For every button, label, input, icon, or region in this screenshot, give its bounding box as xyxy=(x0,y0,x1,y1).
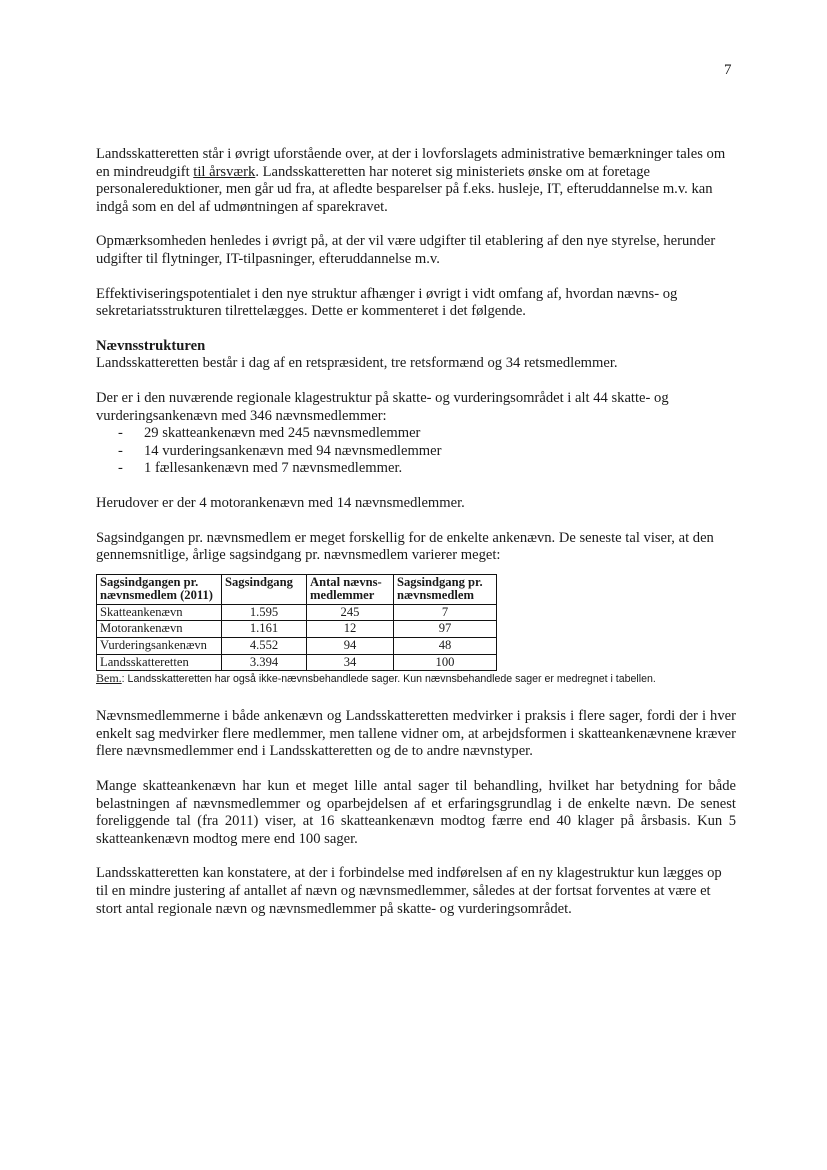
table-row xyxy=(97,654,497,671)
table-row xyxy=(97,638,497,655)
column-header: Sagsindgang xyxy=(222,574,307,604)
board-list xyxy=(96,425,736,478)
list-item: - 1 fællesankenævn med 7 nævnsmedlemmer. xyxy=(96,460,736,478)
paragraph-participation: Nævnsmedlemmerne i både ankenævn og Landsskatteretten medvirker i praksis i flere sager, fordi der i hver enkelt sag medvirker flere medlemmer, men tallene vidner om, at arbejdsformen i skatteankenævnene kræver flere nævnsmedlemmer end i Landsskatteretten og de to andre nævnstyper. xyxy=(96,708,736,760)
footnote-text: : Landsskatteretten har også ikke-nævnsbehandlede sager. Kun nævnsbehandlede sager er medregnet i tabellen. xyxy=(121,673,656,686)
paragraph-case-intake: Sagsindgangen pr. nævnsmedlem er meget forskellig for de enkelte ankenævn. De seneste tal viser, at den gennemsnitlige, årlige sagsindgang pr. nævnsmedlem varierer meget: xyxy=(96,529,714,564)
table-cell: Skatteankenævn xyxy=(97,604,222,621)
underlined-phrase: til årsværk xyxy=(193,163,256,180)
paragraph-small-boards: Mange skatteankenævn har kun et meget lille antal sager til behandling, hvilket har betydning for både belastningen af nævnsmedlemmer og oparbejdelsen af et erfaringsgrundlag i de enkelte nævn. De senest foreliggende tal (fra 2011) viser, at 16 skatteankenævn modtog færre end 40 klager på årsbasis. Kun 5 skatteankenævn modtog mere end 100 sager. xyxy=(96,778,736,847)
list-item: - 29 skatteankenævn med 245 nævnsmedlemmer xyxy=(96,425,736,443)
table-footnote xyxy=(96,672,736,686)
table-header-row xyxy=(97,574,497,604)
table-cell: 1.595 xyxy=(222,604,307,621)
paragraph-text: . Landsskatteretten har noteret sig ministeriets ønske om at foretage personalereduktioner, men går ud fra, at afledte besparelser på f.eks. husleje, IT, efteruddannelse m.v. kan indgå som en del af udmøntningen af sparekravet. xyxy=(96,163,713,215)
paragraph-cost-reduction xyxy=(96,146,736,216)
table-cell: 4.552 xyxy=(222,638,307,655)
paragraph-conclusion: Landsskatteretten kan konstatere, at der i forbindelse med indførelsen af en ny klagestruktur kun lægges op til en mindre justering af antallet af nævn og nævnsmedlemmer, således at der fortsat forventes at være et stort antal regionale nævn og nævnsmedlemmer på skatte- og vurderingsområdet. xyxy=(96,865,722,917)
table-cell: 48 xyxy=(394,638,497,655)
section-heading: Nævnsstrukturen xyxy=(96,337,206,354)
table-cell: 100 xyxy=(394,654,497,671)
table-cell: 34 xyxy=(307,654,394,671)
table-cell: 1.161 xyxy=(222,621,307,638)
paragraph-efficiency-potential: Effektiviseringspotentialet i den nye struktur afhænger i øvrigt i vidt omfang af, hvordan nævns- og sekretariatsstrukturen tilrettelægges. Dette er kommenteret i det følgende. xyxy=(96,285,678,320)
column-header: Sagsindgangen pr. nævnsmedlem (2011) xyxy=(97,574,222,604)
paragraph-regional-structure: Der er i den nuværende regionale klagestruktur på skatte- og vurderingsområdet i alt 44 skatte- og vurderingsankenævn med 346 nævnsmedlemmer: xyxy=(96,389,669,424)
table-cell: 3.394 xyxy=(222,654,307,671)
table-cell: 94 xyxy=(307,638,394,655)
paragraph-motor-boards: Herudover er der 4 motorankenævn med 14 nævnsmedlemmer. xyxy=(96,494,465,511)
document-body xyxy=(96,146,736,918)
paragraph-establishment-costs: Opmærksomheden henledes i øvrigt på, at der vil være udgifter til etablering af den nye styrelse, herunder udgifter til flytninger, IT-tilpasninger, efteruddannelse m.v. xyxy=(96,233,716,267)
table-row xyxy=(97,604,497,621)
table-row xyxy=(97,621,497,638)
paragraph-text: Landsskatteretten står i øvrigt uforstående over, at der i lovforslagets administrative bemærkninger tales om en mindreudgift xyxy=(96,146,726,180)
table-cell: Vurderingsankenævn xyxy=(97,638,222,655)
column-header: Antal nævns-medlemmer xyxy=(307,574,394,604)
table-cell: Landsskatteretten xyxy=(97,654,222,671)
list-item: - 14 vurderingsankenævn med 94 nævnsmedlemmer xyxy=(96,443,736,461)
table-cell: 12 xyxy=(307,621,394,638)
column-header: Sagsindgang pr. nævnsmedlem xyxy=(394,574,497,604)
table-cell: 97 xyxy=(394,621,497,638)
case-intake-table xyxy=(96,574,497,672)
table-cell: 7 xyxy=(394,604,497,621)
table-cell: Motorankenævn xyxy=(97,621,222,638)
page-number: 7 xyxy=(724,62,732,78)
paragraph-court-composition: Landsskatteretten består i dag af en retspræsident, tre retsformænd og 34 retsmedlemmer. xyxy=(96,355,618,372)
footnote-label: Bem. xyxy=(96,671,122,686)
table-cell: 245 xyxy=(307,604,394,621)
